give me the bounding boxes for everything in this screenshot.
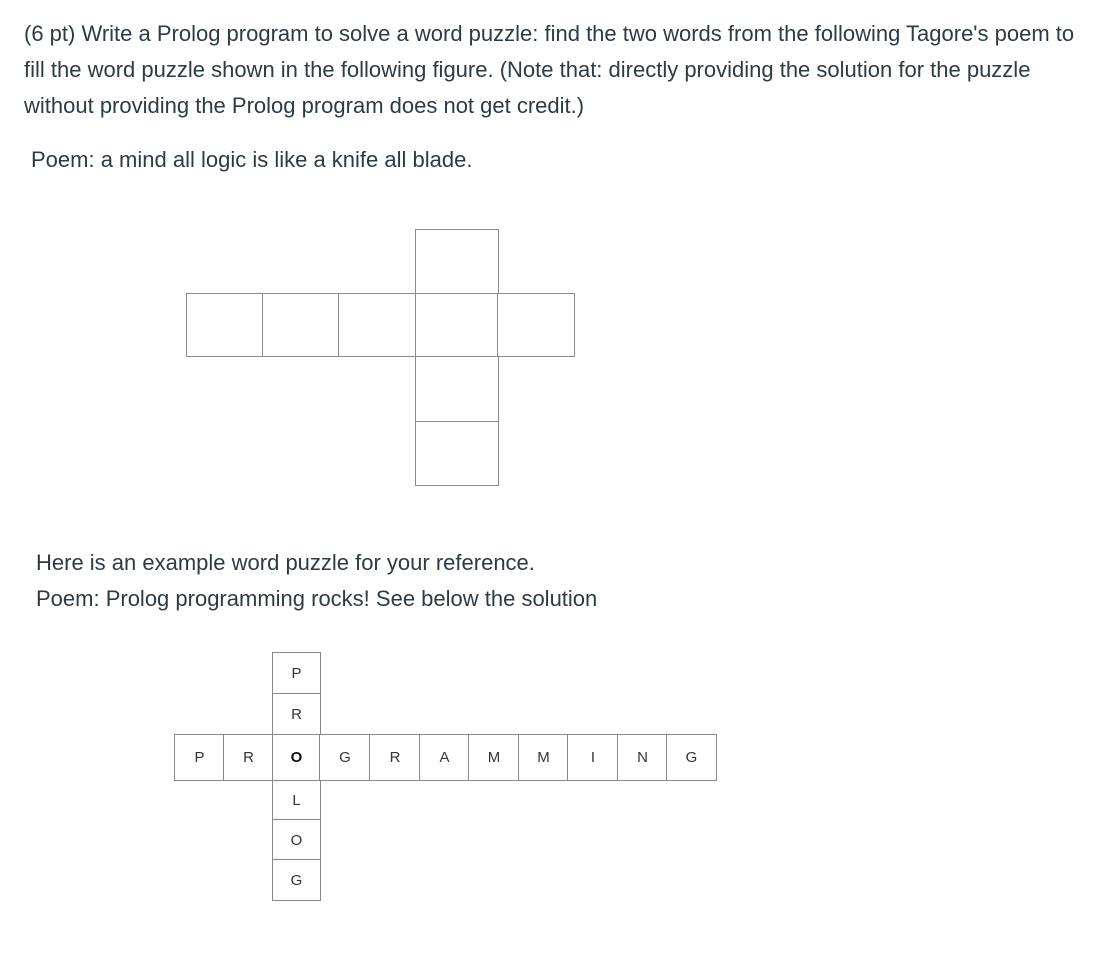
question-text: (6 pt) Write a Prolog program to solve a word puzzle: find the two words from the following Tagore's poem to fill the word puzzle shown in the following figure. (Note that: directly providing the solution for the puzzle without providing the Prolog program does not get credit.) (24, 21, 1075, 118)
example-cell-v6: G (272, 859, 321, 901)
example-poem-line: Poem: Prolog programming rocks! See below the solution (36, 586, 598, 611)
example-cell-h3-intersection: O (272, 734, 321, 781)
example-cell-h9: I (567, 734, 619, 781)
example-cell-h6: A (419, 734, 470, 781)
example-cell-h1: P (174, 734, 225, 781)
example-intro: Here is an example word puzzle for your reference. (36, 550, 535, 575)
poem-line: Poem: a mind all logic is like a knife all blade. (31, 147, 473, 172)
example-cell-v5: O (272, 819, 321, 861)
puzzle-cell-h1 (186, 293, 264, 357)
example-cell-v1: P (272, 652, 321, 695)
puzzle-cell-h4-intersection (415, 293, 499, 357)
puzzle-cell-v4 (415, 421, 499, 486)
puzzle-cell-h2 (262, 293, 340, 357)
puzzle-cell-v1 (415, 229, 499, 295)
example-cell-h11: G (666, 734, 717, 781)
example-cell-h8: M (518, 734, 569, 781)
example-cell-v4: L (272, 779, 321, 821)
example-cell-h10: N (617, 734, 668, 781)
puzzle-cell-h3 (338, 293, 417, 357)
puzzle-cell-v3 (415, 355, 499, 422)
puzzle-cell-h5 (497, 293, 575, 357)
example-cell-h2: R (223, 734, 274, 781)
example-cell-h4: G (319, 734, 371, 781)
example-cell-h5: R (369, 734, 421, 781)
example-cell-h7: M (468, 734, 520, 781)
example-cell-v2: R (272, 693, 321, 736)
